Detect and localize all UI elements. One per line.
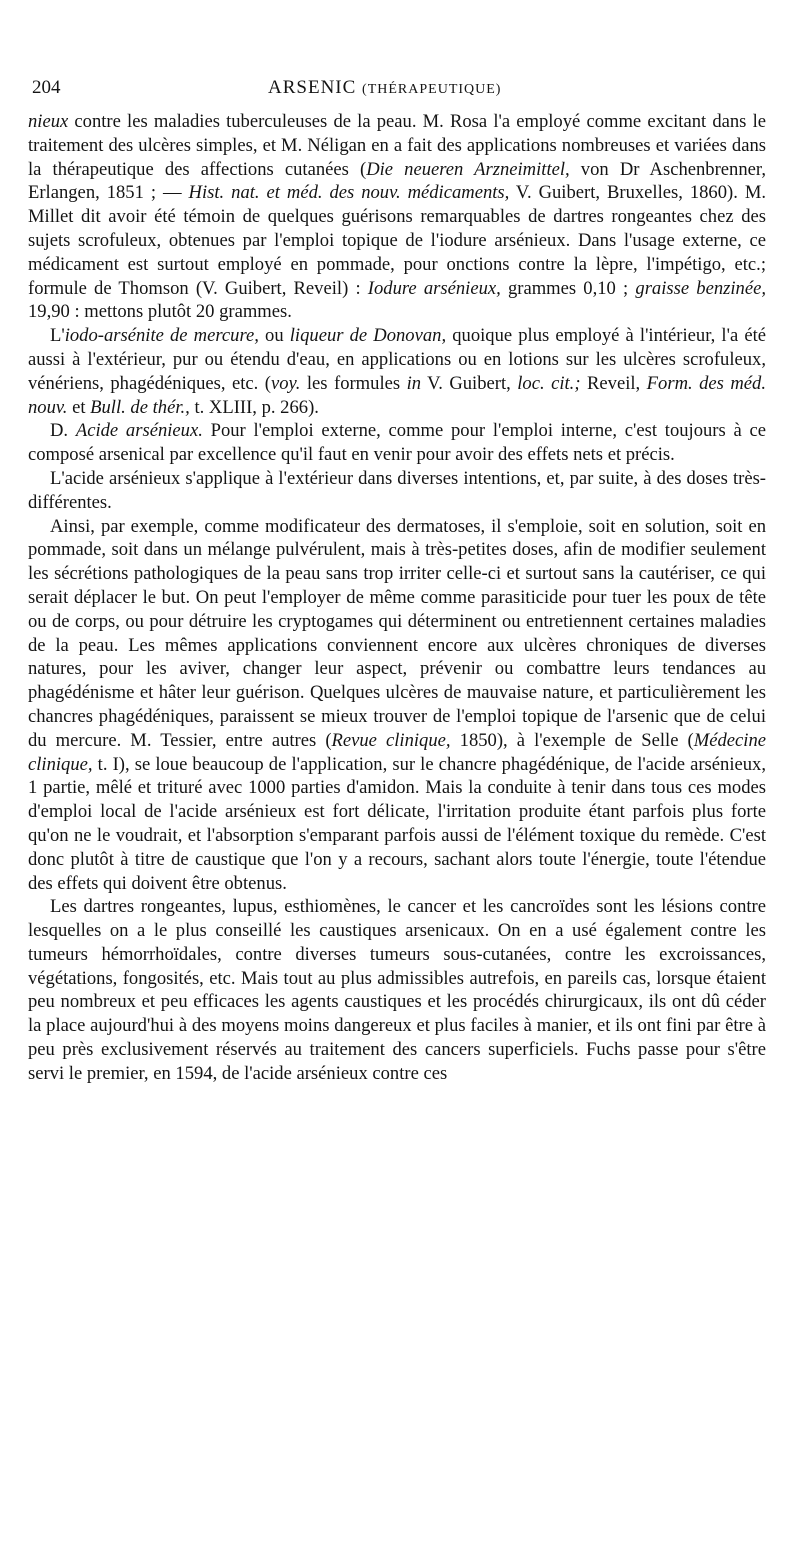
running-title-sub: (THÉRAPEUTIQUE): [362, 82, 502, 97]
text-run: Ainsi, par exemple, comme modificateur des dermatoses, il s'emploie, soit en solution, soit en pommade, soit dans un mélange pulvérulent, mais à très-petites doses, afin de modifier seulement les sécrétions pathologiques de la peau sans trop irriter celle-ci et surtout sans la cautériser, ce qui serait déplacer le but. On peut l'employer de même comme parasiticide pour tuer les poux de tête ou de corps, ou pour détruire les cryptogames qui déterminent ou entretiennent certaines maladies de la peau. Les mêmes applications conviennent encore aux ulcères chroniques de diverses natures, pour les aviver, changer leur aspect, prévenir ou combattre leurs tendances au phagédénisme et hâter leur guérison. Quelques ulcères de mauvaise nature, et particulièrement les chancres phagédéniques, paraissent se mieux trouver de l'emploi topique de l'arsenic que de celui du mercure. M. Tessier, entre autres (: [28, 515, 766, 751]
italic-text: iodo-arsénite de mercure,: [64, 325, 259, 347]
text-run: V. Guibert,: [421, 372, 518, 394]
text-run: grammes 0,10 ;: [500, 277, 636, 299]
text-run: t. I), se loue beaucoup de l'application, sur le chancre phagédénique, de l'acide arsénieux, 1 partie, mêlé et trituré avec 1000 parties d'amidon. Mais la conduite à tenir dans tous ces modes d'emploi local de l'acide arsénieux est fort délicate, l'irritation produite étant parfois plus forte qu'on ne le voudrait, et l'absorption s'emparant parfois aussi de l'élément toxique du remède. C'est donc plutôt à titre de caustique que l'on y a recours, sachant alors toute l'énergie, toute l'étendue des effets qui doivent être obtenus.: [28, 753, 766, 894]
paragraph: [28, 419, 766, 467]
italic-text: Revue clinique,: [331, 729, 451, 751]
text-run: Les dartres rongeantes, lupus, esthiomènes, le cancer et les cancroïdes sont les lésions contre lesquelles on a le plus conseillé les caustiques arsenicaux. On en a usé également contre les tumeurs hémorrhoïdales, contre diverses tumeurs sous-cutanées, contre les excroissances, végétations, fongosités, etc. Mais tout au plus admissibles autrefois, en pareils cas, lorsque étaient peu nombreux et peu efficaces les agents caustiques et les procédés chirurgicaux, ils ont dû céder la place aujourd'hui à des moyens moins dangereux et plus faciles à manier, et ils ont fini par être à peu près exclusivement réservés au traitement des cancers superficiels. Fuchs passe pour s'être servi le premier, en 1594, de l'acide arsénieux contre ces: [28, 896, 766, 1084]
text-run: quoique plus employé à l'intérieur, l'a été aussi à l'extérieur, pur ou étendu d'eau, en applications ou en lotions sur les ulcères scrofuleux, vénériens, phagédéniques, etc. (: [28, 325, 766, 394]
paragraph: [28, 467, 766, 515]
italic-text: Iodure arsénieux,: [367, 277, 501, 299]
text-run: t. XLIII, p. 266).: [189, 396, 319, 418]
paragraph: [28, 324, 766, 419]
italic-text: Acide arsénieux.: [75, 420, 203, 442]
text-run: L'acide arsénieux s'applique à l'extérieur dans diverses intentions, et, par suite, à des doses très-différentes.: [28, 467, 766, 513]
paragraph: [28, 895, 766, 1085]
text-run: contre les maladies tuberculeuses de la peau. M. Rosa l'a employé comme excitant dans le traitement des ulcères simples, et M. Néligan en a fait des applications nombreuses et variées dans la thérapeutique des affections cutanées (: [28, 111, 766, 180]
italic-text: in: [406, 372, 422, 394]
italic-text: nieux: [28, 111, 69, 132]
text-run: ou: [258, 325, 290, 347]
italic-text: graisse benzinée,: [635, 277, 766, 299]
paragraph: [28, 515, 766, 896]
body-text: [28, 110, 766, 1086]
text-run: 19,90 : mettons plutôt 20 grammes.: [28, 301, 292, 323]
text-run: 1850), à l'exemple de Selle (: [450, 729, 694, 751]
paragraph: [28, 110, 766, 324]
text-run: V. Guibert, Bruxelles, 1860). M. Millet dit avoir été témoin de quelques guérisons remarquables de dartres rongeantes chez des sujets scrofuleux, obtenues par l'emploi topique de l'iodure arsénieux. Dans l'usage externe, ce médicament est surtout employé en pommade, pour onctions contre la lèpre, l'impétigo, etc.; formule de Thomson (V. Guibert, Reveil) :: [28, 182, 767, 299]
text-run: Reveil,: [580, 372, 647, 394]
document-page: [28, 70, 766, 1086]
text-run: D.: [50, 420, 76, 442]
running-title: [268, 70, 501, 108]
text-run: les formules: [300, 372, 407, 394]
italic-text: voy.: [270, 372, 301, 394]
running-title-main: ARSENIC: [268, 77, 357, 98]
italic-text: Bull. de thér.,: [90, 396, 190, 418]
italic-text: Hist. nat. et méd. des nouv. médicaments,: [188, 182, 510, 204]
text-run: von Dr Aschenbrenner, Erlangen, 1851 ; —: [28, 158, 766, 204]
italic-text: loc. cit.;: [517, 372, 581, 394]
page-number: 204: [32, 77, 61, 98]
text-run: et: [67, 396, 91, 418]
italic-text: liqueur de Donovan,: [289, 325, 447, 347]
text-run: Pour l'emploi externe, comme pour l'emploi interne, c'est toujours à ce composé arsenical par excellence qu'il faut en venir pour avoir des effets nets et précis.: [28, 420, 766, 466]
italic-text: Die neueren Arzneimittel,: [366, 158, 570, 180]
text-run: L': [50, 325, 65, 347]
italic-text: Médecine clinique,: [28, 729, 766, 775]
italic-text: Form. des méd. nouv.: [28, 372, 766, 418]
running-header: [28, 70, 766, 106]
